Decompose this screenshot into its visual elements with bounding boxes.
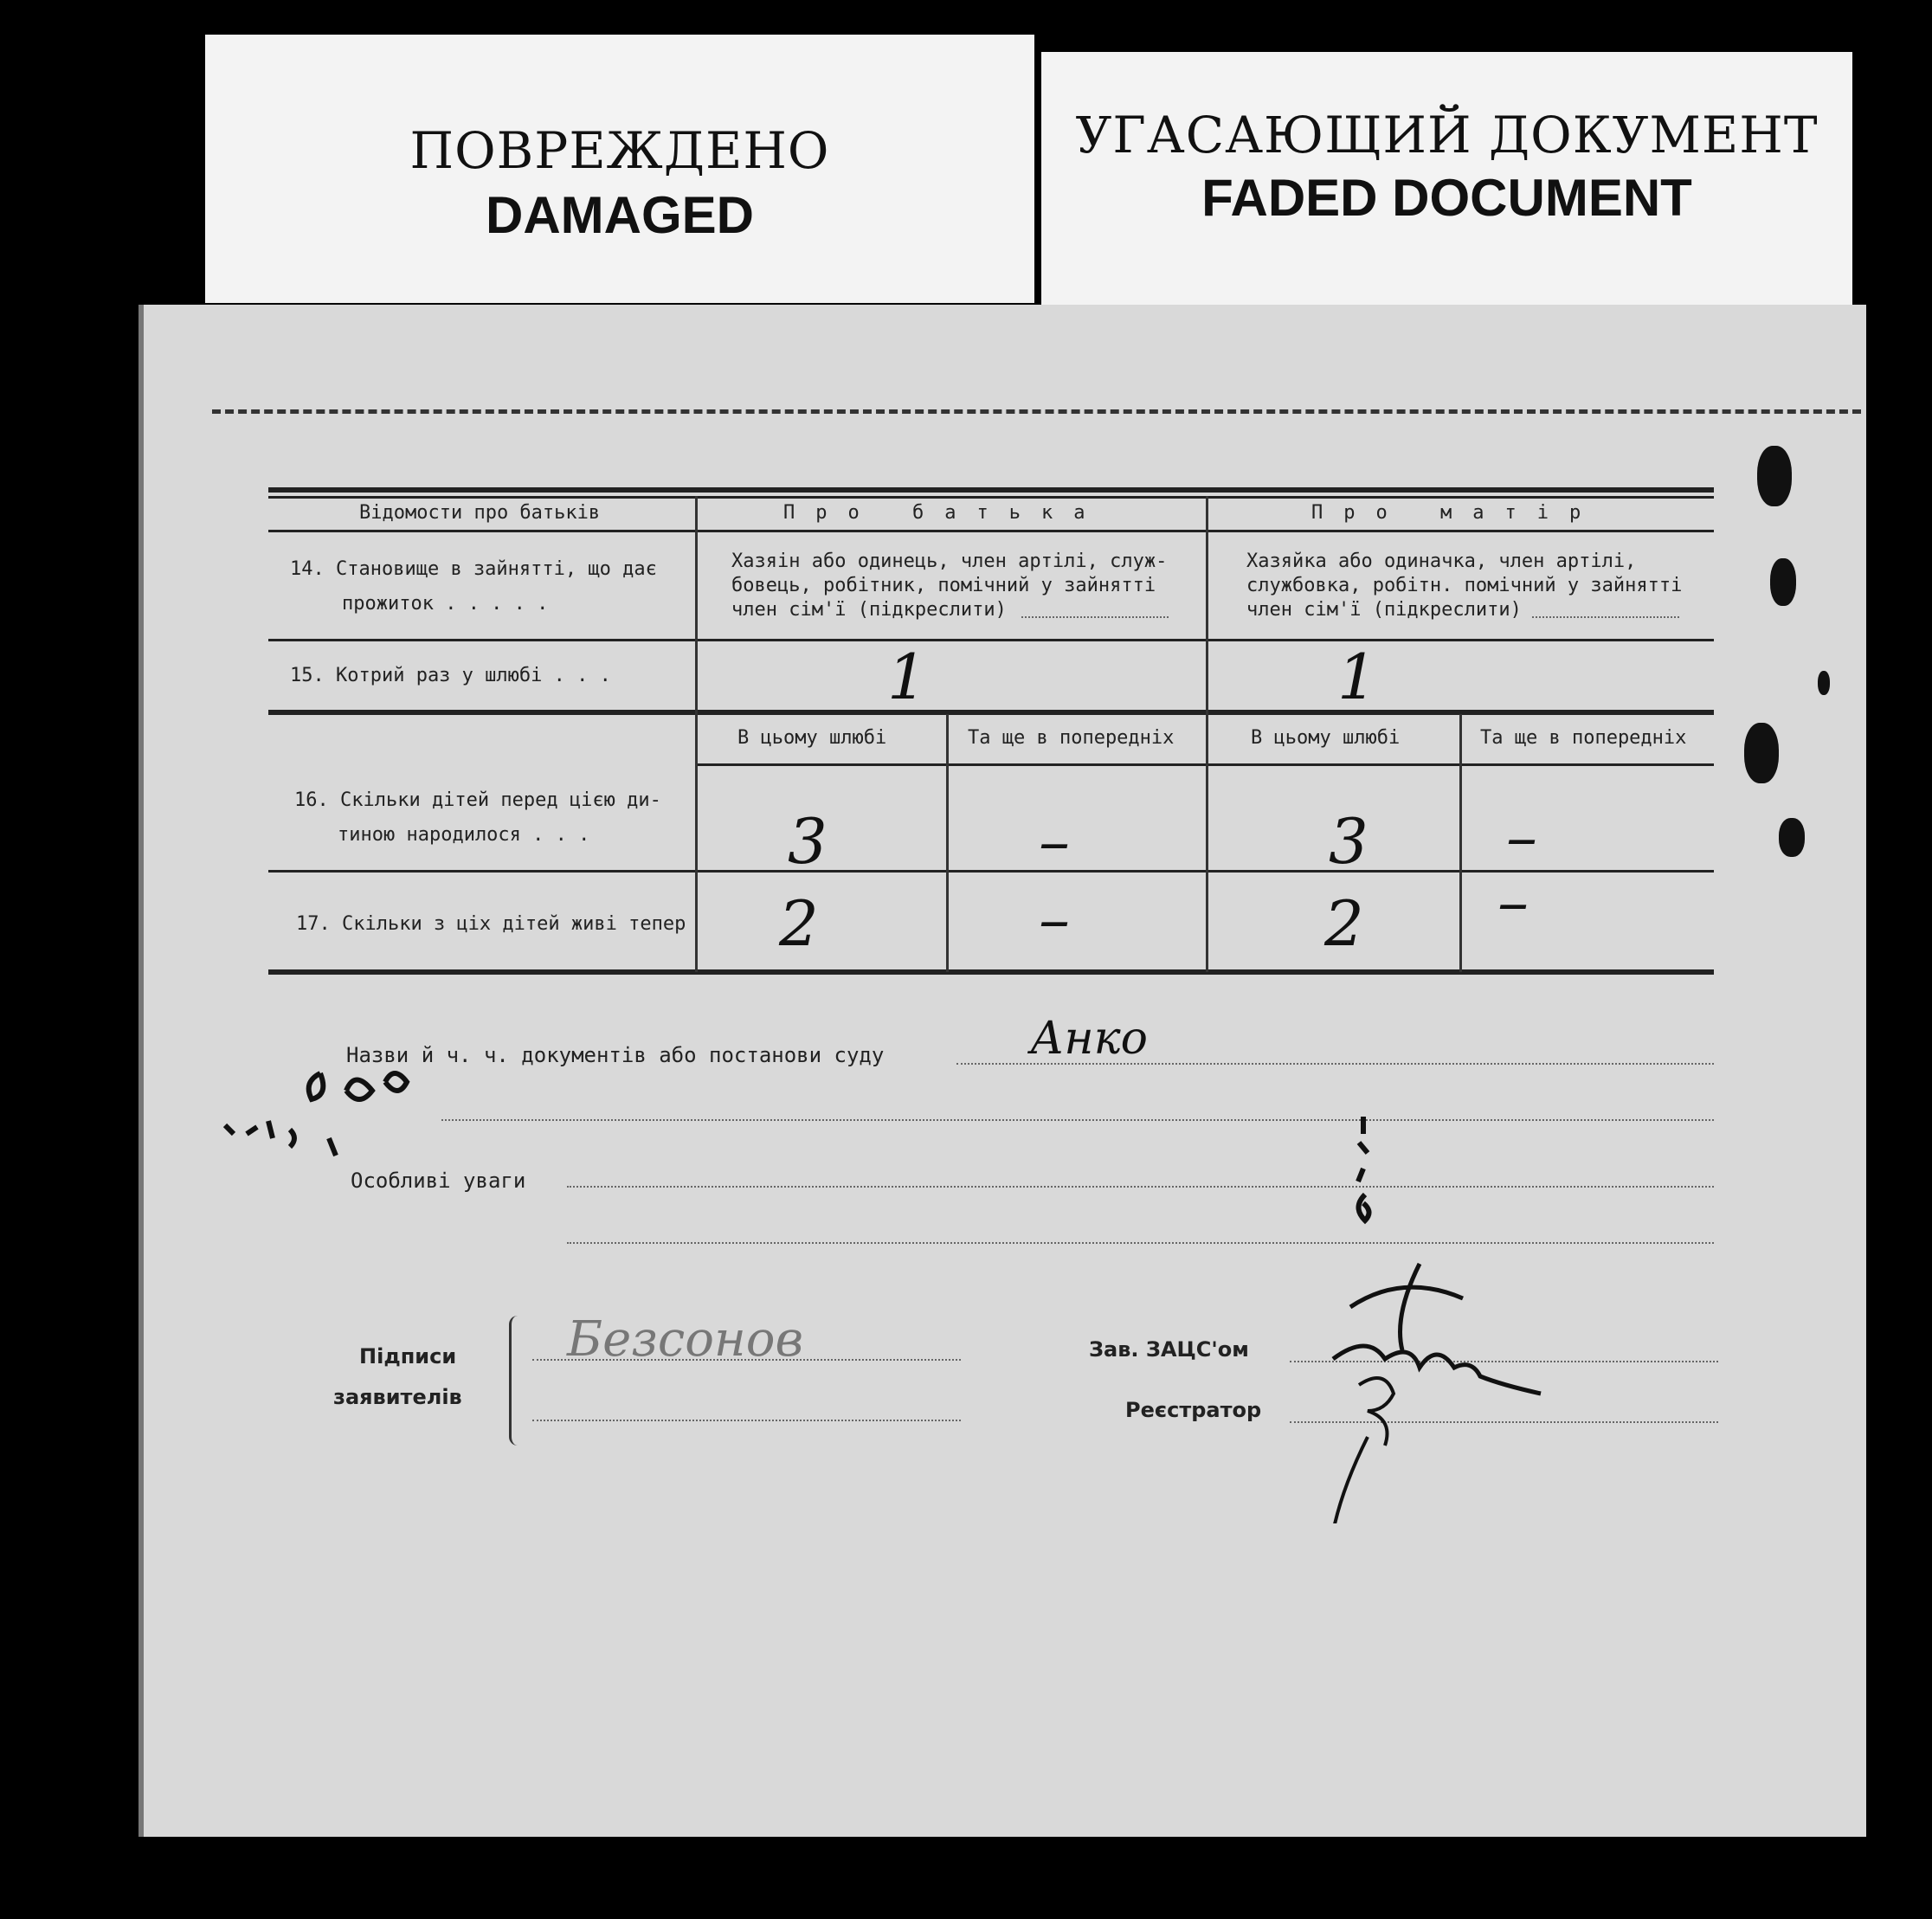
damage-hole [1770,558,1796,606]
row15-father-value: 1 [887,641,927,713]
faded-label-en: FADED DOCUMENT [1201,169,1692,227]
row14-father-line3: член сім'ї (підкреслити) [731,599,1007,621]
applicant-signature-line1 [532,1359,961,1361]
damage-hole [1779,818,1805,857]
table-rule [268,639,1714,641]
stamp-marks [208,1056,459,1177]
faded-label-card [1041,52,1852,305]
damage-hole [1818,671,1830,695]
table-vrule [1206,496,1208,972]
applicants-label-line1: Підписи [359,1344,457,1368]
row14-father-dots [1021,616,1169,618]
damaged-label-ru: ПОВРЕЖДЕНО [409,121,830,180]
table-rule [268,530,1714,532]
row16-label-line2: тиною народилося . . . [338,824,590,846]
documents-value: Анко [1030,1013,1148,1065]
row14-father-line2: бовець, робітник, помічний у зайнятті [731,575,1156,596]
table-bottom-rule [268,969,1714,975]
mother-this-marriage-header: В цьому шлюбі [1251,727,1401,749]
applicant-signature: Безсонов [567,1311,804,1368]
mother-previous-header: Та ще в попередніх [1480,727,1687,749]
row14-label [290,558,657,580]
row14-mother-dots [1532,616,1679,618]
row16-mother-this: 3 [1329,805,1368,878]
father-previous-header: Та ще в попередніх [968,727,1175,749]
header-parents-info: Відомости про батьків [359,502,601,524]
registrar-label: Реєстратор [1125,1398,1262,1422]
damaged-label-en: DAMAGED [486,186,754,244]
remarks-label: Особливі уваги [351,1169,526,1193]
row14-number: 14. [290,558,325,580]
row16-mother-prev: – [1506,801,1537,873]
row14-mother-line1: Хазяйка або одиначка, член артілі, [1246,551,1637,572]
row16-label-line1: 16. Скільки дітей перед цією ди- [294,789,661,811]
row15-label: 15. Котрий раз у шлюбі . . . [290,665,611,686]
table-top-rule [268,487,1714,493]
table-vrule [695,496,698,972]
applicants-bracket [509,1316,518,1446]
applicants-label-line2: заявителів [333,1385,462,1409]
row16-father-prev: – [1039,805,1070,878]
header-father: Про батька [783,502,1106,524]
row17-label: 17. Скільки з ціх дітей живі тепер [296,913,686,935]
row14-mother-line2: службовка, робітн. помічний у зайнятті [1246,575,1683,596]
row14-label-line2: прожиток . . . . . [342,593,549,615]
table-vrule [946,714,949,972]
margin-mark [1346,1108,1381,1238]
remarks-dots-2 [567,1242,1714,1244]
row17-mother-this: 2 [1324,887,1364,960]
table-rule [268,710,1714,715]
damage-hole [1744,723,1779,783]
row14-father-line1: Хазяін або одинець, член артілі, служ- [731,551,1168,572]
row15-mother-value: 1 [1337,641,1377,713]
perforation-line [212,409,1861,414]
applicant-signature-line2 [532,1420,961,1421]
documents-label: Назви й ч. ч. документів або постанови суду [346,1043,885,1067]
damaged-label-card [205,35,1034,303]
row16-father-this: 3 [788,805,828,878]
damage-hole [1757,446,1792,506]
faded-label-ru: УГАСАЮЩИЙ ДОКУМЕНТ [1075,106,1819,164]
remarks-dots [567,1186,1714,1188]
row14-mother-line3: член сім'ї (підкреслити) [1246,599,1522,621]
row17-father-this: 2 [779,887,819,960]
header-mother: Про матір [1311,502,1602,524]
head-signature [1298,1246,1584,1523]
head-of-office-label: Зав. ЗАЦС'ом [1089,1337,1249,1362]
table-vrule [1459,714,1462,972]
documents-dots-2 [441,1119,1714,1121]
row14-label-line1: Становище в зайнятті, що дає [336,558,657,580]
table-header-rule [268,496,1714,499]
row17-father-prev: – [1039,883,1070,956]
row17-mother-prev: – [1497,866,1529,938]
father-this-marriage-header: В цьому шлюбі [737,727,887,749]
